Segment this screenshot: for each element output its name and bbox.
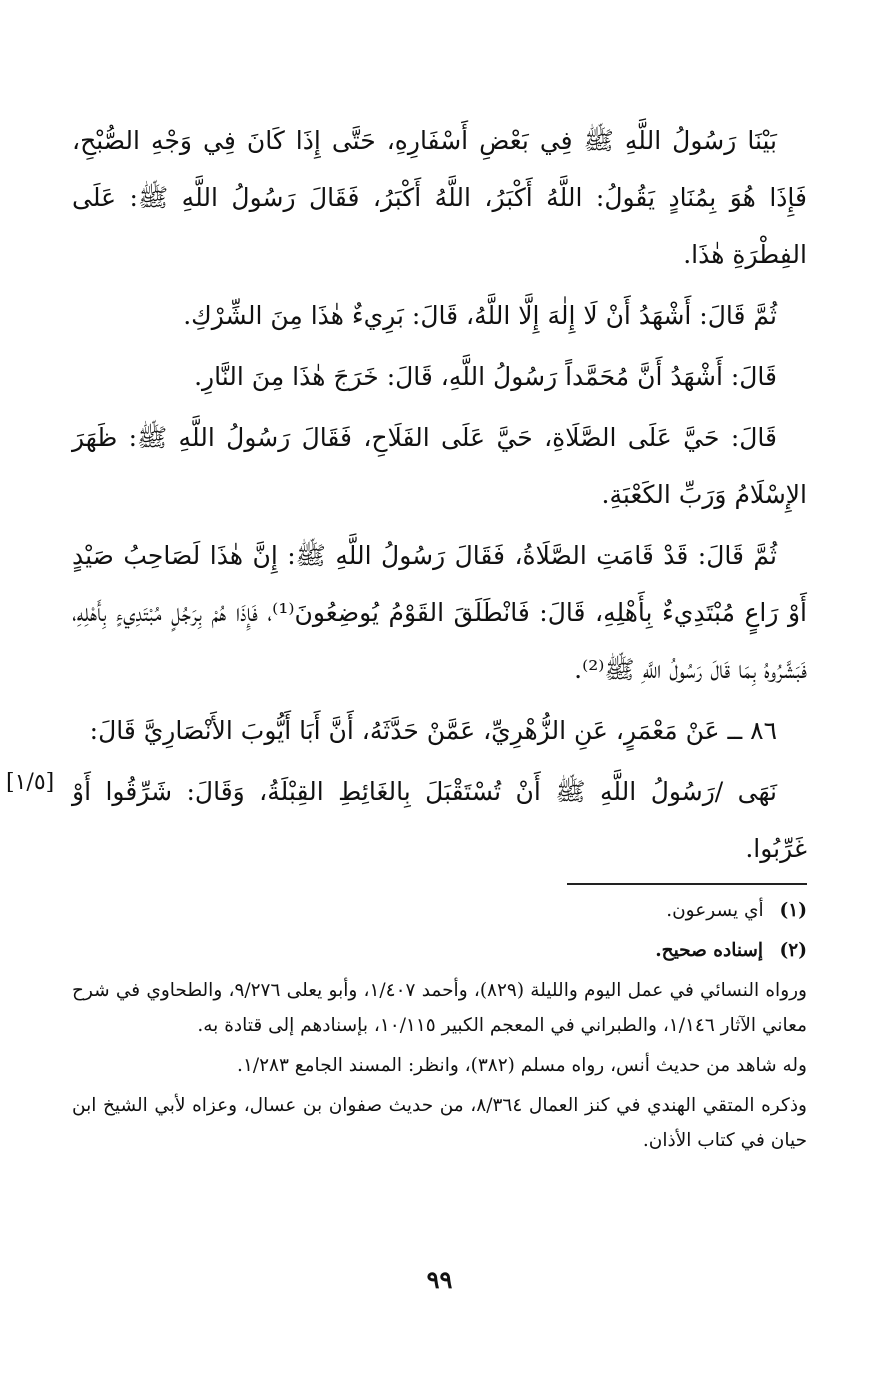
footnote-1-number: (١) <box>779 900 807 921</box>
footnote-line: ورواه النسائي في عمل اليوم والليلة (٨٢٩)، وأحمد ١/٤٠٧، وأبو يعلى ٩/٢٧٦، والطحاوي في شرح معاني الآثار ١/١٤٦، والطبراني في المعجم الكبير ١٠/١١٥، بإسنادهم إلى قتادة به. <box>72 980 807 1036</box>
footnote-1-text: أي يسرعون. <box>666 900 764 921</box>
footnote-2-number: (٢) <box>779 940 807 961</box>
paragraph-4: قَالَ: حَيَّ عَلَى الصَّلَاةِ، حَيَّ عَلَى الفَلَاحِ، فَقَالَ رَسُولُ اللَّهِ ﷺ: ظَهَرَ الإِسْلَامُ وَرَبِّ الكَعْبَةِ. <box>72 423 807 509</box>
footnote-1 <box>72 893 807 928</box>
footnote-2-text: إسناده صحيح. <box>655 940 764 961</box>
main-text <box>72 112 807 881</box>
footnote-line: وله شاهد من حديث أنس، رواه مسلم (٣٨٢)، وانظر: المسند الجامع ١/٢٨٣. <box>237 1055 807 1076</box>
paragraph-2: ثُمَّ قَالَ: أَشْهَدُ أَنْ لَا إِلٰهَ إِلَّا اللَّهُ، قَالَ: بَرِيءٌ هٰذَا مِنَ الشِّرْكِ. <box>183 301 777 330</box>
footnote-line: وذكره المتقي الهندي في كنز العمال ٨/٣٦٤، من حديث صفوان بن عسال، وعزاه لأبي الشيخ ابن حيان في كتاب الأذان. <box>72 1095 807 1151</box>
footnote-divider <box>567 883 807 885</box>
paragraph-3: قَالَ: أَشْهَدُ أَنَّ مُحَمَّداً رَسُولُ اللَّهِ، قَالَ: خَرَجَ هٰذَا مِنَ النَّارِ. <box>194 362 777 391</box>
footnote-2 <box>72 933 807 968</box>
paragraph-1: بَيْنَا رَسُولُ اللَّهِ ﷺ فِي بَعْضِ أَسْفَارِهِ، حَتَّى إِذَا كَانَ فِي وَجْهِ الصُّبْحِ، فَإِذَا هُوَ بِمُنَادٍ يَقُولُ: اللَّهُ أَكْبَرُ، اللَّهُ أَكْبَرُ، فَقَالَ رَسُولُ اللَّهِ ﷺ: عَلَى الفِطْرَةِ هٰذَا. <box>72 126 807 269</box>
page-number: ٩٩ <box>426 1265 453 1294</box>
footnotes <box>72 893 807 1163</box>
paragraph-6: ٨٦ ــ عَنْ مَعْمَرٍ، عَنِ الزُّهْرِيِّ، عَمَّنْ حَدَّثَهُ، أَنَّ أَبَا أَيُّوبَ الأَنْصَارِيَّ قَالَ: <box>89 716 777 745</box>
margin-reference: [١/٥] <box>6 770 55 795</box>
paragraph-7: نَهَى /رَسُولُ اللَّهِ ﷺ أَنْ تُسْتَقْبَلَ بِالغَائِطِ القِبْلَةُ، وَقَالَ: شَرِّقُوا أَوْ غَرِّبُوا. <box>72 777 807 863</box>
paragraph-5: ثُمَّ قَالَ: قَدْ قَامَتِ الصَّلَاةُ، فَقَالَ رَسُولُ اللَّهِ ﷺ: إِنَّ هٰذَا لَصَاحِبُ صَيْدٍ أَوْ رَاعٍ مُبْتَدِيءٌ بِأَهْلِهِ، قَالَ: فَانْطَلَقَ القَوْمُ يُوضِعُونَ⁽¹⁾، فَإِذَا هُمْ بِرَجُلٍ مُبْتَدِيءٍ بِأَهْلِهِ، فَبَشَّرُوهُ بِمَا قَالَ رَسُولُ اللَّهِ ﷺ⁽²⁾. <box>72 541 807 684</box>
